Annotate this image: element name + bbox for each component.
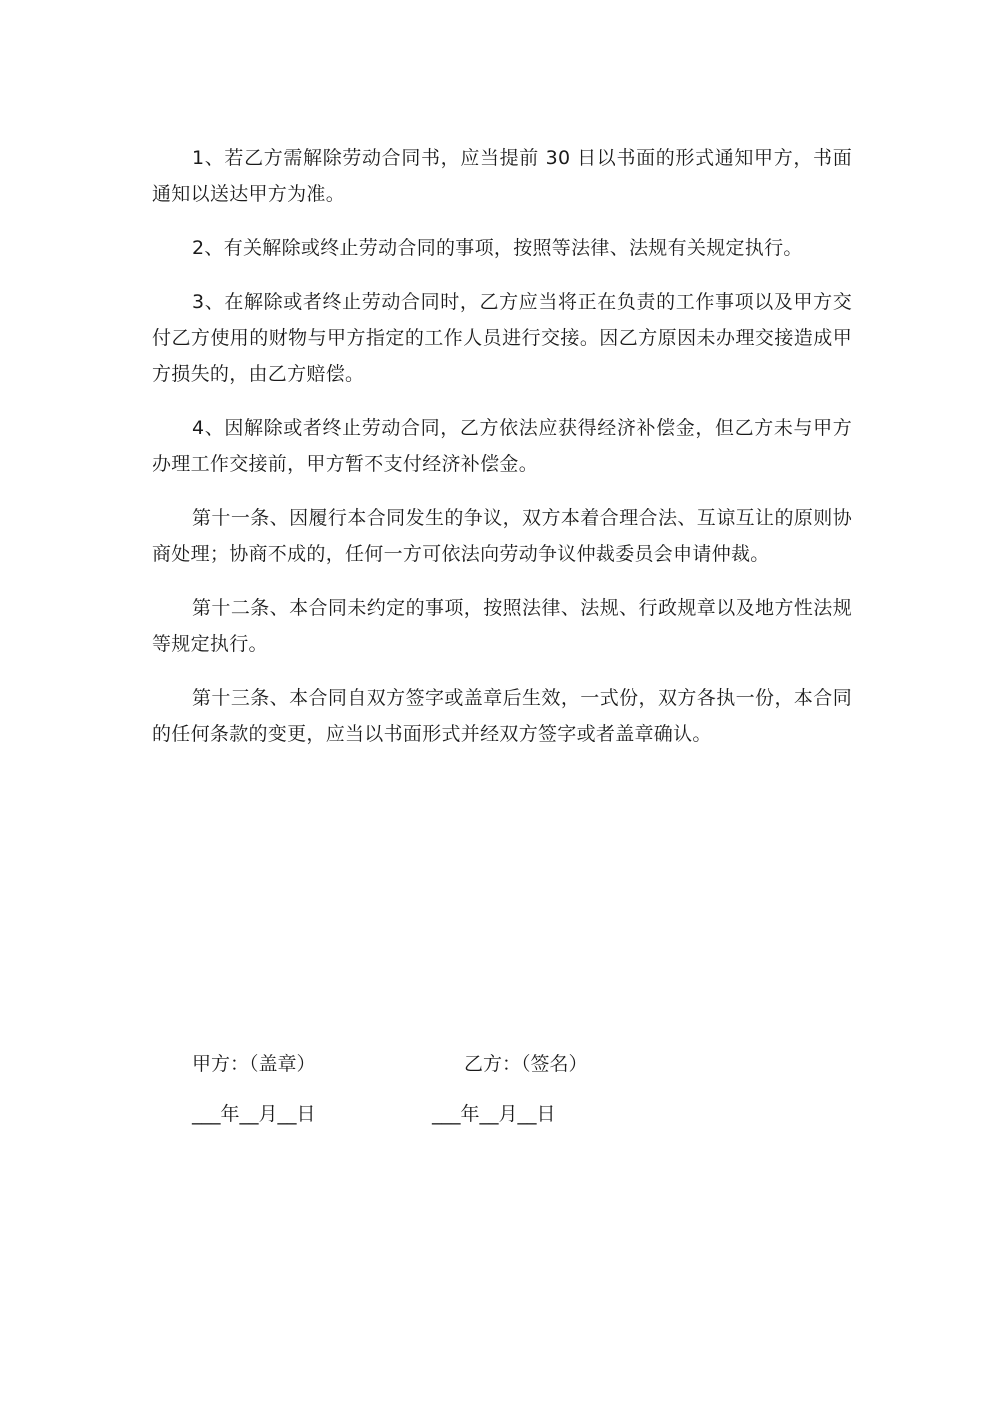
clause-handover: 3、在解除或者终止劳动合同时，乙方应当将正在负责的工作事项以及甲方交付乙方使用的财物与甲方指定的工作人员进行交接。因乙方原因未办理交接造成甲方损失的，由乙方赔偿。 (152, 291, 852, 385)
article-13-effectiveness: 第十三条、本合同自双方签字或盖章后生效，一式份，双方各执一份，本合同的任何条款的变更，应当以书面形式并经双方签字或者盖章确认。 (152, 687, 852, 745)
signature-parties-row (192, 1046, 812, 1082)
party-a-date: ___年__月__日 (192, 1103, 316, 1125)
contract-body (152, 140, 852, 770)
signature-block (192, 1046, 812, 1146)
party-b-date: ___年__月__日 (432, 1103, 556, 1125)
clause-termination-notice: 1、若乙方需解除劳动合同书，应当提前 30 日以书面的形式通知甲方，书面通知以送达甲方为准。 (152, 147, 852, 205)
article-12-unspecified-matters: 第十二条、本合同未约定的事项，按照法律、法规、行政规章以及地方性法规等规定执行。 (152, 597, 852, 655)
party-b-signature: 乙方：（签名） (464, 1053, 588, 1075)
clause-termination-law: 2、有关解除或终止劳动合同的事项，按照等法律、法规有关规定执行。 (192, 237, 803, 259)
article-11-disputes: 第十一条、因履行本合同发生的争议，双方本着合理合法、互谅互让的原则协商处理；协商不成的，任何一方可依法向劳动争议仲裁委员会申请仲裁。 (152, 507, 852, 565)
party-a-seal: 甲方：（盖章） (192, 1053, 316, 1075)
signature-dates-row (192, 1096, 812, 1132)
clause-compensation: 4、因解除或者终止劳动合同，乙方依法应获得经济补偿金，但乙方未与甲方办理工作交接前，甲方暂不支付经济补偿金。 (152, 417, 852, 475)
